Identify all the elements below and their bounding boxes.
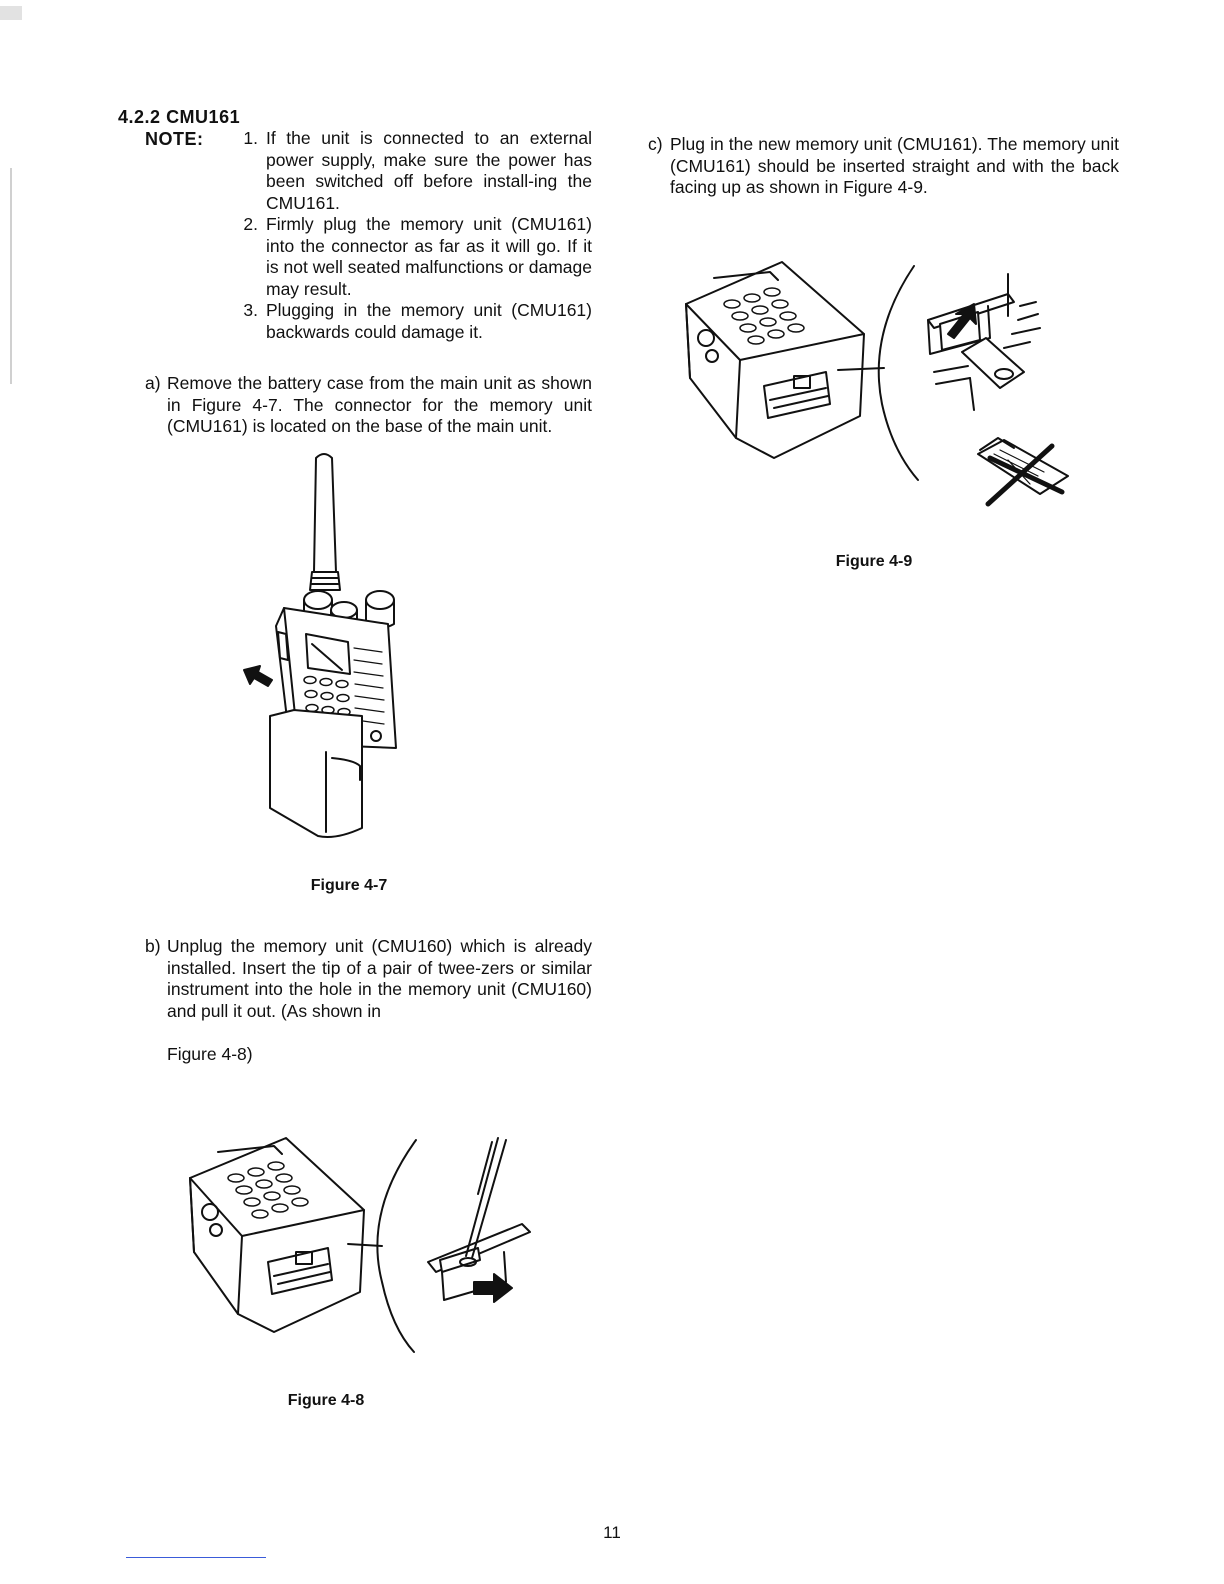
step-a-text: Remove the battery case from the main unit as shown in Figure 4-7. The connector for the memory unit (CMU161) is located on the base of the main unit. xyxy=(167,373,592,436)
note-item-text: If the unit is connected to an external power supply, make sure the power has been switched off before install-ing the CMU161. xyxy=(266,128,592,213)
note-item-number: 1. xyxy=(243,128,258,148)
step-a-letter: a) xyxy=(145,373,161,393)
figure-4-7-caption: Figure 4-7 xyxy=(310,877,388,894)
scan-margin-line xyxy=(10,168,12,384)
link-underline xyxy=(126,1557,266,1558)
section-heading xyxy=(118,106,240,128)
note-item-text: Firmly plug the memory unit (CMU161) into the connector as far as it will go. If it is not well seated malfunctions or damage may result. xyxy=(266,214,592,299)
figure-4-8-caption: Figure 4-8 xyxy=(287,1392,365,1409)
figure-4-8-illustration xyxy=(178,1132,548,1362)
step-b-text: Unplug the memory unit (CMU160) which is already installed. Insert the tip of a pair of twee-zers or similar instrument into the hole in the memory unit (CMU160) and pull it out. (As shown in xyxy=(167,936,592,1021)
note-item-number: 3. xyxy=(243,300,258,320)
figure-4-9-illustration xyxy=(678,254,1088,526)
step-b-text-tail: Figure 4-8) xyxy=(167,1044,253,1064)
section-number: 4.2.2 xyxy=(118,107,161,127)
figure-4-7-illustration xyxy=(236,448,416,848)
figure-4-9-caption: Figure 4-9 xyxy=(835,553,913,570)
note-label: NOTE: xyxy=(145,129,204,149)
step-b-letter: b) xyxy=(145,936,161,956)
note-item-number: 2. xyxy=(243,214,258,234)
step-c-text: Plug in the new memory unit (CMU161). The memory unit (CMU161) should be inserted straight and with the back facing up as shown in Figure 4-9. xyxy=(670,134,1119,197)
note-item-text: Plugging in the memory unit (CMU161) backwards could damage it. xyxy=(266,300,592,342)
section-title: CMU161 xyxy=(166,107,241,127)
step-c-letter: c) xyxy=(648,134,663,154)
page-number: 11 xyxy=(603,1523,621,1542)
scan-corner-mark xyxy=(0,6,22,20)
